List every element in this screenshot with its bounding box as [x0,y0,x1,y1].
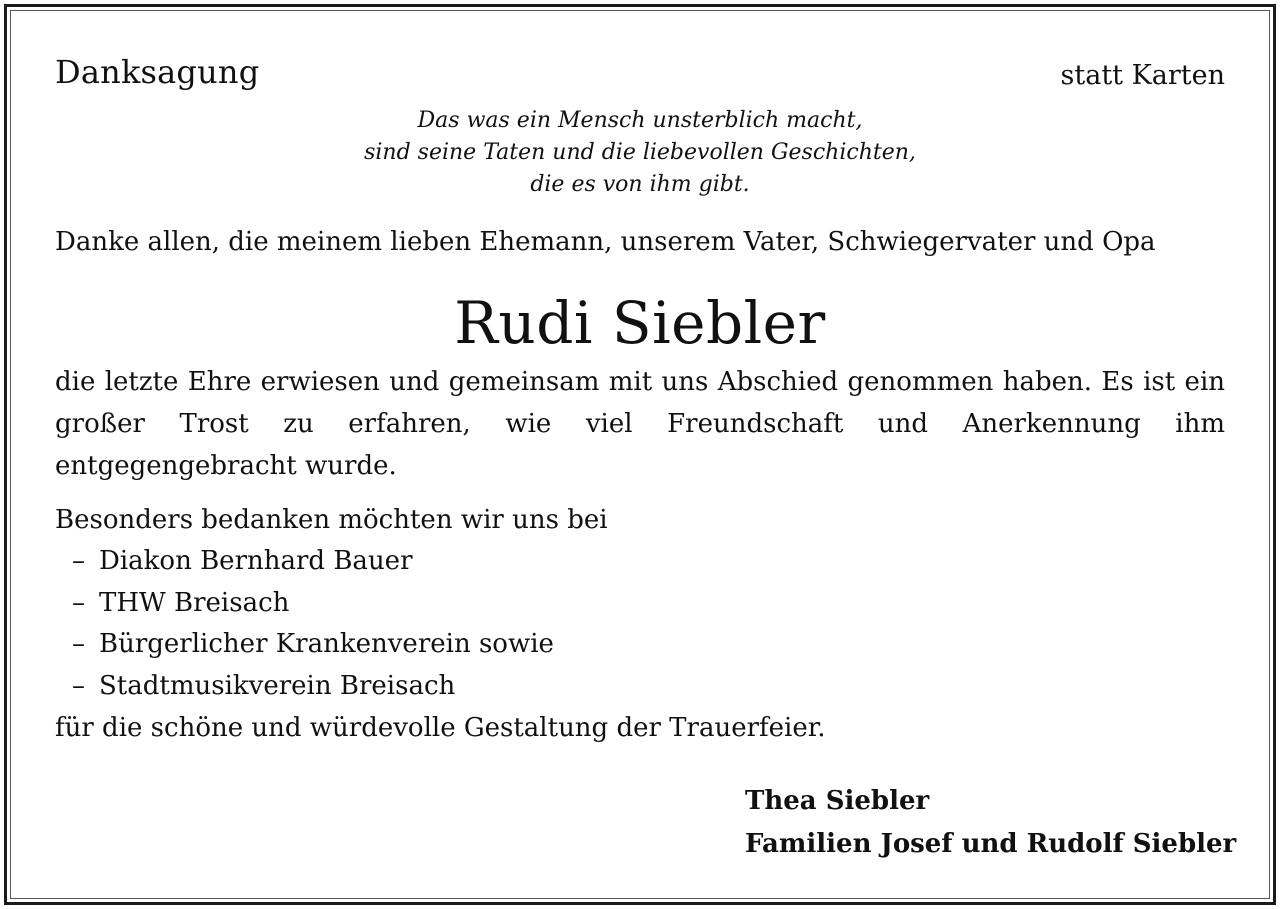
dash-bullet: – [72,629,85,659]
memorial-quote [55,105,1225,201]
body-paragraph: die letzte Ehre erwiesen und gemeinsam mit uns Abschied genommen haben. Es ist ein großer Trost zu erfahren, wie viel Freundschaft und Anerkennung ihm entgegengebracht wurde. [55,367,1225,481]
signature-line: Familien Josef und Rudolf Siebler [745,829,1237,859]
signature-block [745,780,1236,866]
list-item [55,583,1225,625]
dash-bullet: – [72,670,85,701]
header-row [55,48,1225,98]
list-item-text: Diakon Bernhard Bauer [99,546,413,576]
closing-text: für die schöne und würdevolle Gestaltung der Trauerfeier. [55,713,826,743]
notice-note: statt Karten [1060,60,1225,91]
list-item-text: Stadtmusikverein Breisach [99,670,456,701]
dash-bullet: – [72,546,85,576]
deceased-name: Rudi Siebler [454,289,826,357]
list-item [55,541,1225,583]
quote-line: Das was ein Mensch unsterblich macht, [417,108,863,133]
quote-line: die es von ihm gibt. [530,172,750,197]
list-item-text: THW Breisach [99,587,290,618]
intro-text: Danke allen, die meinem lieben Ehemann, unserem Vater, Schwiegervater und Opa [55,227,1156,257]
list-item [55,666,1225,708]
list-item [55,624,1225,666]
dash-bullet: – [72,587,85,618]
signature-line: Thea Siebler [745,786,930,816]
notice-title: Danksagung [55,53,260,91]
list-item-text: Bürgerlicher Krankenverein sowie [99,629,554,659]
thanks-list [55,541,1225,707]
notice-content [55,48,1237,859]
quote-line: sind seine Taten und die liebevollen Geschichten, [364,140,916,165]
thanks-lead: Besonders bedanken möchten wir uns bei [55,505,608,535]
